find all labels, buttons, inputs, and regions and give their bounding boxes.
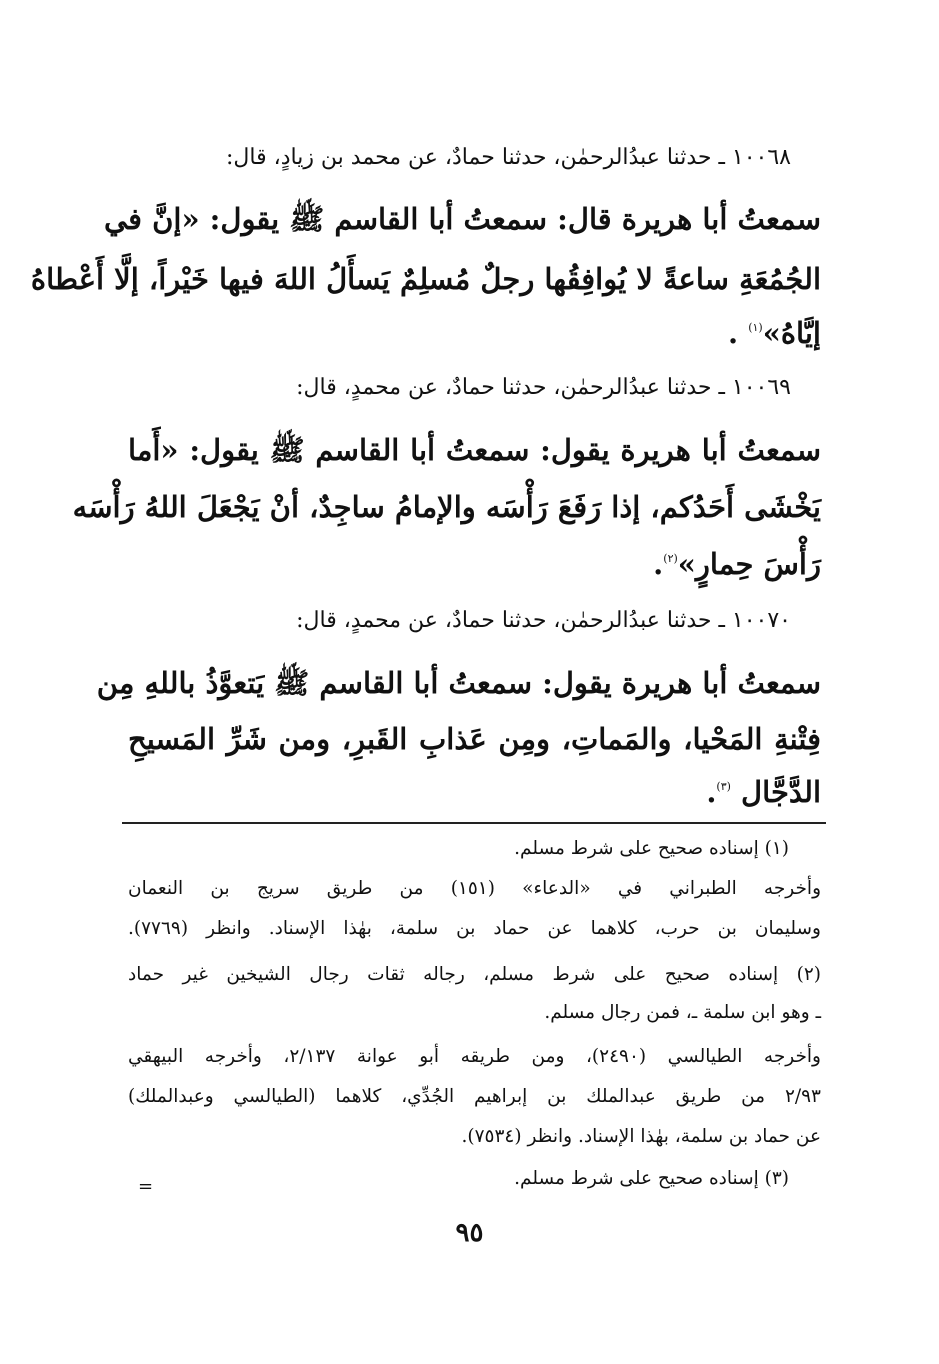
hadith-10069-line-1: سمعتُ أبا هريرة يقول: سمعتُ أبا القاسم ﷺ يقول: «أَما [128, 433, 821, 467]
full-stop: . [653, 547, 664, 581]
full-stop: . [706, 775, 717, 809]
footnote-3-line-1: (٣) إسناده صحيح على شرط مسلم. [514, 1168, 789, 1189]
hadith-text: الدَّجَّال [741, 775, 821, 809]
footnote-1-line-3: وسليمان بن حرب، كلاهما عن حماد بن سلمة، بهٰذا الإسناد. وانظر (٧٧٦٩). [128, 918, 821, 939]
hadith-10070-line-2: فِتْنةِ المَحْيا، والمَماتِ، ومِن عَذابِ القَبرِ، ومن شَرِّ المَسيحِ [128, 722, 821, 756]
footnote-2-line-5: عن حماد بن سلمة، بهٰذا الإسناد. وانظر (٧٥٣٤). [461, 1126, 821, 1147]
footnote-separator [122, 822, 826, 824]
hadith-10069-line-3 [653, 547, 821, 581]
footnote-1-line-1: (١) إسناده صحيح على شرط مسلم. [514, 838, 789, 859]
footnote-2-line-2: ـ وهو ابن سلمة ـ، فمن رجال مسلم. [544, 1002, 821, 1023]
continuation-mark: = [138, 1176, 154, 1197]
footnote-ref-1: (١) [748, 321, 763, 334]
hadith-10069-chain: ١٠٠٦٩ ـ حدثنا عبدُالرحمٰن، حدثنا حمادٌ، عن محمدٍ، قال: [296, 375, 791, 400]
hadith-10068-line-3 [728, 316, 821, 350]
footnote-2-line-1: (٢) إسناده صحيح على شرط مسلم، رجاله ثقات رجال الشيخين غير حماد [128, 964, 821, 985]
hadith-text: إيَّاهُ» [762, 316, 821, 350]
footnote-1-line-2: وأخرجه الطبراني في «الدعاء» (١٥١) من طريق سريج بن النعمان [128, 878, 822, 899]
hadith-10070-line-3 [706, 775, 821, 809]
hadith-10070-line-1: سمعتُ أبا هريرة يقول: سمعتُ أبا القاسم ﷺ يَتعوَّذُ باللهِ مِن [96, 666, 821, 700]
footnote-ref-3: (٣) [716, 780, 731, 793]
full-stop: . [727, 316, 739, 350]
hadith-10070-chain: ١٠٠٧٠ ـ حدثنا عبدُالرحمٰن، حدثنا حمادٌ، عن محمدٍ، قال: [296, 608, 791, 633]
footnote-ref-2: (٢) [663, 552, 678, 565]
footnote-2-line-4: ٢/٩٣ من طريق عبدالملك بن إبراهيم الجُدِّي، كلاهما (الطيالسي وعبدالملك) [128, 1086, 821, 1107]
hadith-text: رَأْسَ حِمارٍ» [677, 547, 821, 581]
page-number: ٩٥ [455, 1218, 484, 1248]
hadith-10068-chain: ١٠٠٦٨ ـ حدثنا عبدُالرحمٰن، حدثنا حمادٌ، عن محمد بن زيادٍ، قال: [225, 145, 791, 170]
hadith-10068-line-2: الجُمُعَةِ ساعةً لا يُوافِقُها رجلٌ مُسلِمٌ يَسأَلُ اللهَ فيها خَيْراً، إلَّا أَعْطاهُ [30, 262, 821, 296]
footnote-2-line-3: وأخرجه الطيالسي (٢٤٩٠)، ومن طريقه أبو عوانة ٢/١٣٧، وأخرجه البيهقي [128, 1046, 821, 1067]
hadith-10068-line-1: سمعتُ أبا هريرة قال: سمعتُ أبا القاسم ﷺ يقول: «إنَّ في [103, 202, 821, 236]
hadith-10069-line-2: يَخْشَى أَحَدُكم، إذا رَفَعَ رَأْسَه والإمامُ ساجِدٌ، أنْ يَجْعَلَ اللهُ رَأْسَه [72, 490, 821, 524]
